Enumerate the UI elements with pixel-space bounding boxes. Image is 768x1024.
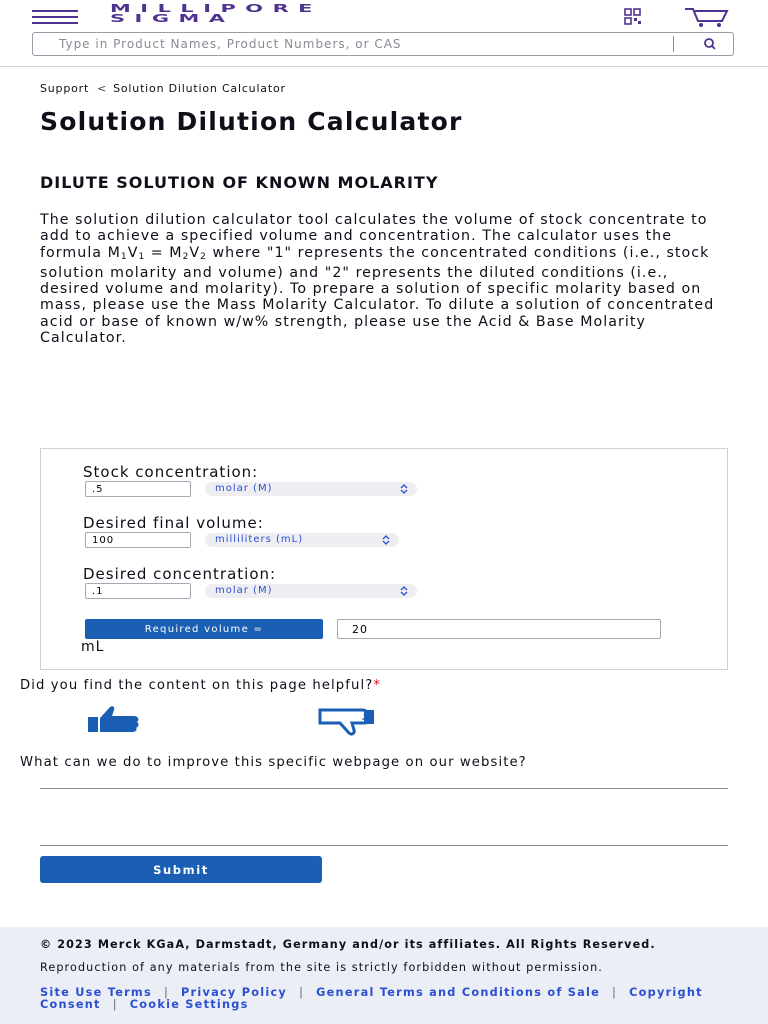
breadcrumb-separator: < xyxy=(97,82,108,95)
footer-divider: | xyxy=(163,986,169,999)
dilution-calculator xyxy=(40,448,728,670)
section-subtitle: DILUTE SOLUTION OF KNOWN MOLARITY xyxy=(40,173,439,192)
stock-unit-select[interactable]: molar (M) xyxy=(205,482,417,496)
feedback-textarea[interactable] xyxy=(40,788,728,846)
search-input[interactable] xyxy=(59,35,653,53)
required-asterisk: * xyxy=(373,678,382,693)
calculator-description: The solution dilution calculator tool calculates the volume of stock concentrate to add to achieve a specified volume and concentration. The calculator uses the formula $M_1V_1 = M_2V_2$ where "1" represents the concentrated conditions (i.e., stock solution molarity and volume) and "2" represents the diluted conditions (i.e., desired volume and molarity). To prepare a solution of specific molarity based on mass, please use the Mass Molarity Calculator. To dilute a solution of concentrated acid or base of known w/w% strength, please use the Acid & Base Molarity Calculator. xyxy=(40,212,715,347)
footer-link-cookie-settings[interactable]: Cookie Settings xyxy=(129,997,249,1011)
footer-link-privacy-policy[interactable]: Privacy Policy xyxy=(181,986,288,999)
footer-copyright: © 2023 Merck KGaA, Darmstadt, Germany and/or its affiliates. All Rights Reserved. xyxy=(40,938,656,951)
footer-notice: Reproduction of any materials from the site is strictly forbidden without permission. xyxy=(40,961,603,974)
footer-link-site-use-terms[interactable]: Site Use Terms xyxy=(40,986,152,999)
site-header xyxy=(0,0,768,67)
breadcrumb xyxy=(40,82,286,95)
required-volume-result[interactable] xyxy=(337,619,661,639)
footer-divider: | xyxy=(299,986,305,999)
search-icon[interactable] xyxy=(693,35,727,53)
thumbs-down-icon[interactable] xyxy=(318,708,376,736)
site-footer xyxy=(0,927,768,1024)
barcode-scan-icon[interactable] xyxy=(624,8,658,26)
brand-logo[interactable]: MILLIPORE SIGMA xyxy=(110,2,322,25)
footer-divider: | xyxy=(612,986,618,999)
final-volume-label: Desired final volume: xyxy=(83,514,264,532)
thumbs-up-icon[interactable] xyxy=(86,704,142,734)
search-divider xyxy=(673,36,674,52)
footer-links xyxy=(40,987,740,1010)
hamburger-menu-icon[interactable] xyxy=(32,10,78,24)
volume-unit-select[interactable]: milliliters (mL) xyxy=(205,533,399,547)
footer-link-copyright-consent[interactable]: Copyright Consent xyxy=(40,986,703,1011)
concentration-unit-select[interactable]: molar (M) xyxy=(205,584,417,598)
footer-divider: | xyxy=(112,997,118,1011)
page-title: Solution Dilution Calculator xyxy=(40,107,463,136)
cart-icon[interactable] xyxy=(684,6,730,28)
desired-concentration-input[interactable] xyxy=(85,583,191,599)
select-arrows-icon xyxy=(399,586,409,596)
result-unit-label: mL xyxy=(81,639,105,655)
desired-concentration-label: Desired concentration: xyxy=(83,565,277,583)
stock-concentration-input[interactable] xyxy=(85,481,191,497)
select-arrows-icon xyxy=(381,535,391,545)
required-volume-button[interactable]: Required volume = xyxy=(85,619,323,639)
breadcrumb-support-link[interactable]: Support xyxy=(40,82,90,95)
select-arrows-icon xyxy=(399,484,409,494)
feedback-question-improve: What can we do to improve this specific webpage on our website? xyxy=(20,755,527,770)
feedback-question-helpful: Did you find the content on this page helpful?* xyxy=(20,678,382,693)
search-bar xyxy=(32,32,734,56)
stock-concentration-label: Stock concentration: xyxy=(83,463,259,481)
submit-button[interactable]: Submit xyxy=(40,856,322,883)
final-volume-input[interactable] xyxy=(85,532,191,548)
footer-link-general-terms[interactable]: General Terms and Conditions of Sale xyxy=(316,986,601,999)
breadcrumb-current: Solution Dilution Calculator xyxy=(113,82,286,95)
